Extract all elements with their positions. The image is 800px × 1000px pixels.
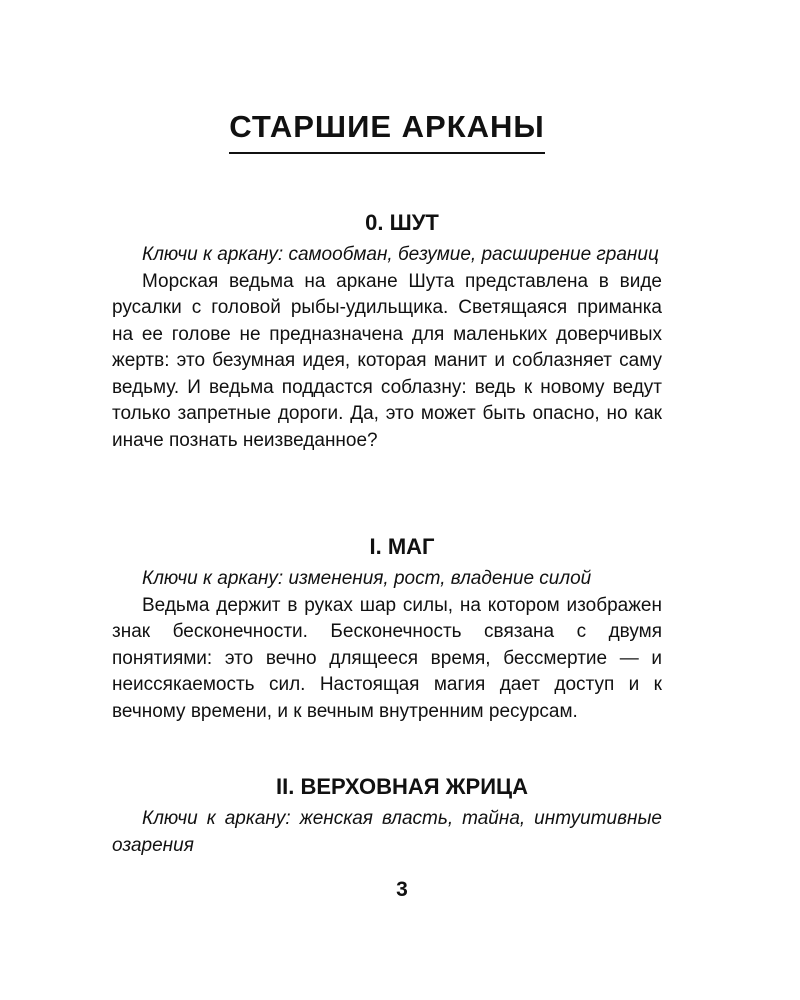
section-text: Ведьма держит в руках шар силы, на котором изображен знак бесконечности. Бесконечность связана с двумя понятиями: это вечно длящееся время, бессмертие — и неиссякаемость сил. Настоящая магия дает доступ и к вечному времени, и к вечным внутренним ресурсам.: [112, 594, 662, 722]
section-keys: Ключи к аркану: женская власть, тайна, интуитивные озарения: [112, 808, 662, 856]
chapter-title: [112, 108, 662, 154]
section-keys: Ключи к аркану: изменения, рост, владение силой: [142, 568, 592, 589]
section-text: Морская ведьма на аркане Шута представлена в виде русалки с головой рыбы-удильщика. Светящаяся приманка на ее голове не предназначена для маленьких доверчивых жертв: это безумная идея, которая манит и соблазняет саму ведьму. И ведьма поддастся соблазну: ведь к новому ведут только запретные дороги. Да, это может быть опасно, но как иначе познать неизведанное?: [112, 270, 662, 451]
book-page: [112, 0, 662, 1000]
section-high-priestess: [112, 772, 662, 859]
section-heading: I. МАГ: [369, 534, 435, 559]
chapter-title-text: СТАРШИЕ АРКАНЫ: [229, 108, 545, 154]
section-keys: Ключи к аркану: самообман, безумие, расширение границ: [142, 244, 659, 265]
section-heading: 0. ШУТ: [365, 210, 439, 235]
section-magician: [112, 532, 662, 725]
section-heading: II. ВЕРХОВНАЯ ЖРИЦА: [276, 774, 528, 799]
section-fool: [112, 208, 662, 454]
page-number: 3: [396, 878, 408, 901]
